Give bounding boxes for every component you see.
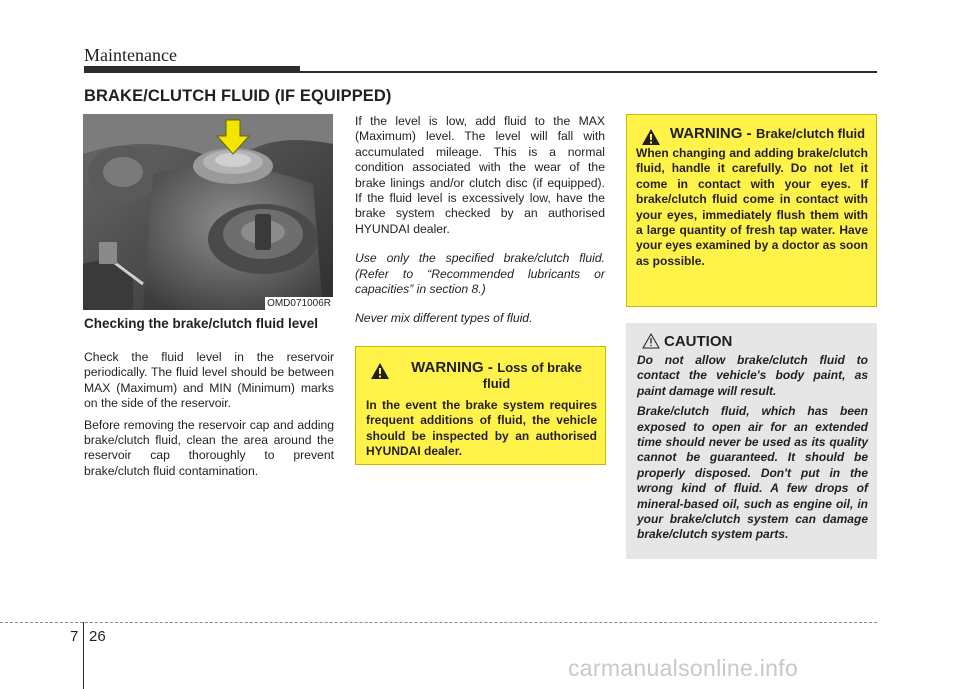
paragraph: Never mix different types of fluid. [355, 311, 533, 326]
paragraph: Do not allow brake/clutch fluid to contact the vehicle's body paint, as paint damage will result. [637, 353, 868, 398]
warning-heading [356, 360, 605, 392]
warning-title: Brake/clutch fluid [756, 126, 866, 141]
caution-body [637, 353, 868, 548]
paragraph: Check the fluid level in the reservoir periodically. The fluid level should be between MAX (Maximum) and MIN (Minimum) marks on the side of the reservoir. [84, 350, 334, 411]
warning-label: WARNING - [669, 125, 752, 142]
footer-rule [0, 622, 877, 623]
caution-title: CAUTION [664, 333, 733, 350]
warning-label: WARNING - [411, 359, 493, 376]
engine-bay-illustration [83, 114, 333, 310]
header-bar [84, 66, 300, 73]
section-title: BRAKE/CLUTCH FLUID (IF EQUIPPED) [84, 87, 392, 105]
caution-triangle-icon [642, 333, 660, 349]
warning-title: Loss of brake fluid [482, 360, 582, 391]
header-rule [300, 71, 877, 73]
warning-body: When changing and adding brake/clutch fluid, handle it carefully. Do not let it come in contact with your eyes. If brake/clutch fluid come in contact with your eyes, immediately flush them with a large quantity of fresh tap water. Have your eyes examined by a doctor as soon as possible. [636, 146, 868, 268]
warning-heading [627, 126, 876, 142]
warning-box-loss-of-fluid [355, 346, 606, 465]
chapter-number: 7 [70, 628, 79, 645]
subsection-heading: Checking the brake/clutch fluid level [84, 316, 319, 331]
header-title: Maintenance [84, 45, 177, 65]
middle-column-text [355, 114, 605, 341]
paragraph: If the level is low, add fluid to the MAX (Maximum) level. The level will fall with accumulated mileage. This is a normal condition associated with the wear of the brake linings and/or clutch disc (if equipped). If the fluid level is excessively low, have the brake system checked by an authorised HYUNDAI dealer. [355, 114, 605, 236]
caution-box [626, 323, 877, 559]
left-column-text [84, 350, 334, 485]
warning-triangle-icon [370, 362, 390, 380]
paragraph: Brake/clutch fluid, which has been exposed to open air for an extended time should never be used as its quality cannot be guaranteed. It should be properly disposed. Don't put in the wrong kind of fluid. A few drops of mineral-based oil, such as engine oil, in your brake/clutch system can damage brake/clutch system parts. [637, 404, 868, 542]
warning-box-brake-fluid [626, 114, 877, 307]
page-number: 26 [89, 628, 106, 645]
watermark: carmanualsonline.info [568, 655, 799, 681]
brake-fluid-reservoir-photo [83, 114, 333, 310]
warning-body: In the event the brake system requires frequent additions of fluid, the vehicle should be inspected by an authorised HYUNDAI dealer. [366, 398, 597, 459]
paragraph: Use only the specified brake/clutch fluid. (Refer to “Recommended lubricants or capacities” in section 8.) [355, 251, 605, 297]
footer-divider [83, 622, 84, 689]
figure-code: OMD071006R [267, 298, 331, 309]
paragraph: Before removing the reservoir cap and adding brake/clutch fluid, clean the area around the reservoir cap thoroughly to prevent brake/clutch fluid contamination. [84, 417, 334, 478]
warning-triangle-icon [641, 128, 661, 146]
